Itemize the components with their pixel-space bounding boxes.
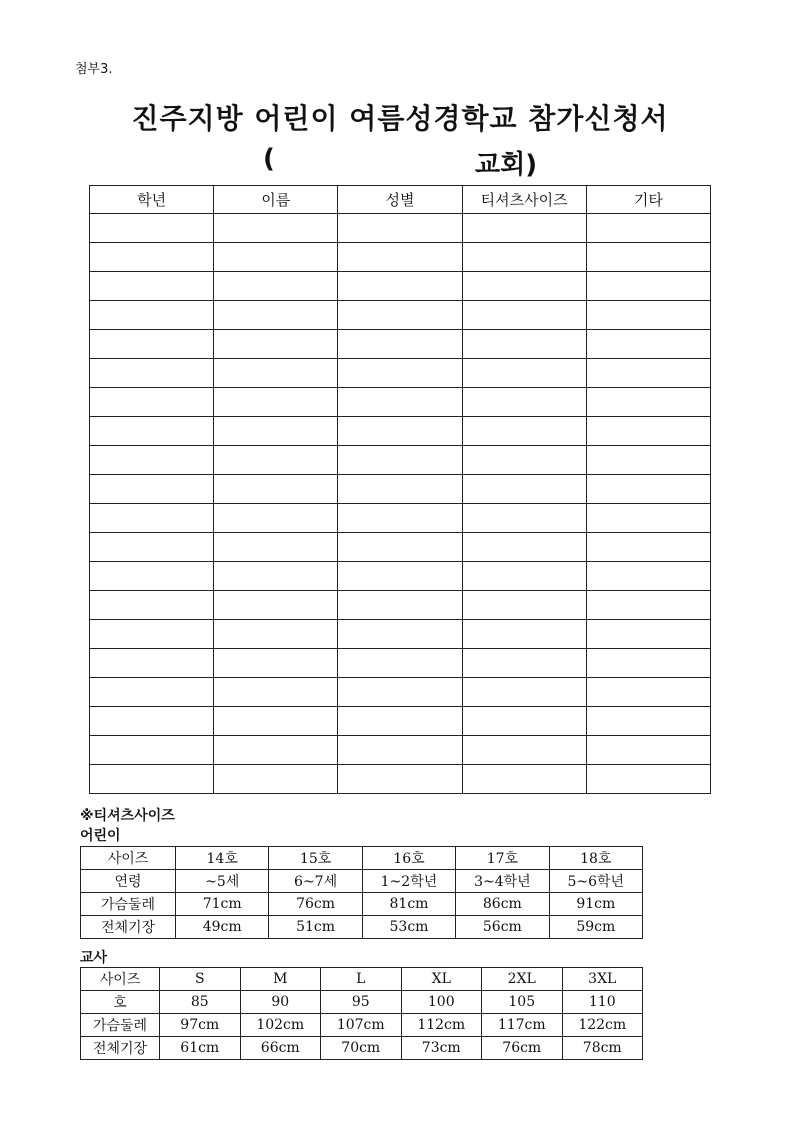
size-cell: 16호 [362,847,455,870]
registration-table [89,185,711,794]
size-cell: 76cm [482,1037,563,1060]
child-size-row-length [81,916,643,939]
registration-row [90,533,711,562]
entry-cell-name[interactable] [214,504,338,533]
entry-cell-tshirt-size[interactable] [462,504,586,533]
entry-cell-grade[interactable] [90,359,214,388]
entry-cell-tshirt-size[interactable] [462,446,586,475]
entry-cell-grade[interactable] [90,475,214,504]
size-cell: 90 [240,991,321,1014]
size-cell: M [240,968,321,991]
entry-cell-grade[interactable] [90,765,214,794]
entry-cell-name[interactable] [214,736,338,765]
teacher-size-row-size [81,968,643,991]
entry-cell-grade[interactable] [90,330,214,359]
entry-cell-gender[interactable] [338,533,462,562]
entry-cell-etc[interactable] [586,301,710,330]
size-cell: 78cm [562,1037,643,1060]
size-cell: 3~4학년 [456,870,549,893]
entry-cell-tshirt-size[interactable] [462,736,586,765]
entry-cell-name[interactable] [214,388,338,417]
entry-cell-name[interactable] [214,272,338,301]
row-header: 연령 [81,870,176,893]
entry-cell-tshirt-size[interactable] [462,330,586,359]
size-cell: 81cm [362,893,455,916]
entry-cell-etc[interactable] [586,446,710,475]
registration-row [90,620,711,649]
entry-cell-tshirt-size[interactable] [462,707,586,736]
church-label: 교회) [475,150,538,180]
registration-row [90,736,711,765]
entry-cell-etc[interactable] [586,359,710,388]
entry-cell-grade[interactable] [90,417,214,446]
entry-cell-name[interactable] [214,649,338,678]
entry-cell-gender[interactable] [338,214,462,243]
header-name: 이름 [214,186,338,214]
entry-cell-etc[interactable] [586,736,710,765]
registration-row [90,475,711,504]
entry-cell-gender[interactable] [338,620,462,649]
registration-header-row [90,186,711,214]
size-cell: 6~7세 [269,870,362,893]
row-header: 사이즈 [81,968,160,991]
registration-row [90,446,711,475]
entry-cell-etc[interactable] [586,620,710,649]
size-cell: 2XL [482,968,563,991]
size-cell: 1~2학년 [362,870,455,893]
registration-row [90,417,711,446]
row-header: 가슴둘레 [81,893,176,916]
row-header: 가슴둘레 [81,1014,160,1037]
entry-cell-etc[interactable] [586,388,710,417]
entry-cell-gender[interactable] [338,475,462,504]
registration-row [90,301,711,330]
church-open-paren: ( [263,144,275,174]
entry-cell-grade[interactable] [90,272,214,301]
entry-cell-name[interactable] [214,765,338,794]
size-cell: 71cm [176,893,269,916]
registration-row [90,504,711,533]
entry-cell-name[interactable] [214,446,338,475]
entry-cell-tshirt-size[interactable] [462,301,586,330]
size-cell: 70cm [321,1037,402,1060]
size-cell: 95 [321,991,402,1014]
entry-cell-grade[interactable] [90,301,214,330]
entry-cell-name[interactable] [214,678,338,707]
entry-cell-etc[interactable] [586,214,710,243]
entry-cell-tshirt-size[interactable] [462,243,586,272]
entry-cell-tshirt-size[interactable] [462,620,586,649]
size-cell: 76cm [269,893,362,916]
row-header: 전체기장 [81,916,176,939]
entry-cell-tshirt-size[interactable] [462,388,586,417]
child-size-row-age [81,870,643,893]
entry-cell-grade[interactable] [90,446,214,475]
registration-row [90,359,711,388]
entry-cell-grade[interactable] [90,591,214,620]
size-cell: 97cm [160,1014,241,1037]
entry-cell-gender[interactable] [338,243,462,272]
entry-cell-gender[interactable] [338,504,462,533]
entry-cell-name[interactable] [214,562,338,591]
attachment-label: 첨부3. [75,62,113,77]
entry-cell-gender[interactable] [338,765,462,794]
child-size-table [80,846,643,939]
entry-cell-grade[interactable] [90,649,214,678]
size-cell: 122cm [562,1014,643,1037]
entry-cell-grade[interactable] [90,533,214,562]
teacher-section-label: 교사 [80,950,108,966]
entry-cell-name[interactable] [214,359,338,388]
entry-cell-gender[interactable] [338,272,462,301]
entry-cell-etc[interactable] [586,649,710,678]
entry-cell-etc[interactable] [586,504,710,533]
entry-cell-name[interactable] [214,620,338,649]
child-size-row-size [81,847,643,870]
entry-cell-grade[interactable] [90,707,214,736]
registration-row [90,272,711,301]
size-cell: 18호 [549,847,642,870]
entry-cell-name[interactable] [214,214,338,243]
entry-cell-name[interactable] [214,707,338,736]
size-cell: 17호 [456,847,549,870]
entry-cell-grade[interactable] [90,388,214,417]
entry-cell-etc[interactable] [586,765,710,794]
entry-cell-grade[interactable] [90,620,214,649]
size-cell: 110 [562,991,643,1014]
registration-row [90,707,711,736]
entry-cell-tshirt-size[interactable] [462,359,586,388]
entry-cell-tshirt-size[interactable] [462,562,586,591]
entry-cell-gender[interactable] [338,330,462,359]
size-cell: 51cm [269,916,362,939]
entry-cell-etc[interactable] [586,562,710,591]
teacher-size-row-number [81,991,643,1014]
registration-row [90,591,711,620]
size-cell: 3XL [562,968,643,991]
size-cell: 91cm [549,893,642,916]
size-cell: L [321,968,402,991]
entry-cell-etc[interactable] [586,591,710,620]
entry-cell-tshirt-size[interactable] [462,475,586,504]
entry-cell-tshirt-size[interactable] [462,591,586,620]
entry-cell-grade[interactable] [90,562,214,591]
registration-row [90,330,711,359]
entry-cell-gender[interactable] [338,649,462,678]
size-cell: 49cm [176,916,269,939]
entry-cell-grade[interactable] [90,243,214,272]
entry-cell-etc[interactable] [586,533,710,562]
entry-cell-tshirt-size[interactable] [462,533,586,562]
entry-cell-etc[interactable] [586,272,710,301]
registration-row [90,678,711,707]
size-cell: 73cm [401,1037,482,1060]
entry-cell-tshirt-size[interactable] [462,649,586,678]
entry-cell-etc[interactable] [586,707,710,736]
child-section-label: 어린이 [80,828,121,844]
registration-row [90,562,711,591]
registration-row [90,388,711,417]
header-grade: 학년 [90,186,214,214]
teacher-size-row-chest [81,1014,643,1037]
size-cell: 100 [401,991,482,1014]
size-cell: 5~6학년 [549,870,642,893]
entry-cell-name[interactable] [214,475,338,504]
header-gender: 성별 [338,186,462,214]
size-cell: 107cm [321,1014,402,1037]
size-cell: S [160,968,241,991]
entry-cell-name[interactable] [214,533,338,562]
row-header: 전체기장 [81,1037,160,1060]
entry-cell-etc[interactable] [586,417,710,446]
entry-cell-gender[interactable] [338,388,462,417]
teacher-size-table [80,967,643,1060]
size-cell: 85 [160,991,241,1014]
entry-cell-grade[interactable] [90,736,214,765]
size-cell: XL [401,968,482,991]
size-cell: 14호 [176,847,269,870]
registration-row [90,649,711,678]
registration-body [90,214,711,794]
entry-cell-tshirt-size[interactable] [462,417,586,446]
entry-cell-etc[interactable] [586,243,710,272]
size-cell: 66cm [240,1037,321,1060]
entry-cell-etc[interactable] [586,330,710,359]
teacher-size-row-length [81,1037,643,1060]
size-cell: 86cm [456,893,549,916]
entry-cell-name[interactable] [214,417,338,446]
tshirt-size-note: ※티셔츠사이즈 [80,808,175,824]
size-cell: 102cm [240,1014,321,1037]
entry-cell-etc[interactable] [586,475,710,504]
entry-cell-gender[interactable] [338,562,462,591]
entry-cell-gender[interactable] [338,417,462,446]
entry-cell-grade[interactable] [90,504,214,533]
entry-cell-gender[interactable] [338,707,462,736]
size-cell: 15호 [269,847,362,870]
registration-row [90,214,711,243]
entry-cell-tshirt-size[interactable] [462,214,586,243]
entry-cell-grade[interactable] [90,214,214,243]
entry-cell-tshirt-size[interactable] [462,678,586,707]
size-cell: 112cm [401,1014,482,1037]
size-cell: 56cm [456,916,549,939]
entry-cell-gender[interactable] [338,301,462,330]
size-cell: 61cm [160,1037,241,1060]
entry-cell-gender[interactable] [338,678,462,707]
page-title: 진주지방 어린이 여름성경학교 참가신청서 [131,102,669,135]
entry-cell-gender[interactable] [338,591,462,620]
row-header: 호 [81,991,160,1014]
header-tshirt-size: 티셔츠사이즈 [462,186,586,214]
registration-row [90,243,711,272]
size-cell: 53cm [362,916,455,939]
entry-cell-tshirt-size[interactable] [462,272,586,301]
entry-cell-etc[interactable] [586,678,710,707]
child-size-row-chest [81,893,643,916]
row-header: 사이즈 [81,847,176,870]
entry-cell-gender[interactable] [338,736,462,765]
size-cell: 117cm [482,1014,563,1037]
header-etc: 기타 [586,186,710,214]
registration-row [90,765,711,794]
entry-cell-gender[interactable] [338,359,462,388]
entry-cell-name[interactable] [214,301,338,330]
entry-cell-tshirt-size[interactable] [462,765,586,794]
size-cell: 59cm [549,916,642,939]
size-cell: ~5세 [176,870,269,893]
entry-cell-gender[interactable] [338,446,462,475]
size-cell: 105 [482,991,563,1014]
entry-cell-name[interactable] [214,591,338,620]
entry-cell-grade[interactable] [90,678,214,707]
entry-cell-name[interactable] [214,243,338,272]
entry-cell-name[interactable] [214,330,338,359]
